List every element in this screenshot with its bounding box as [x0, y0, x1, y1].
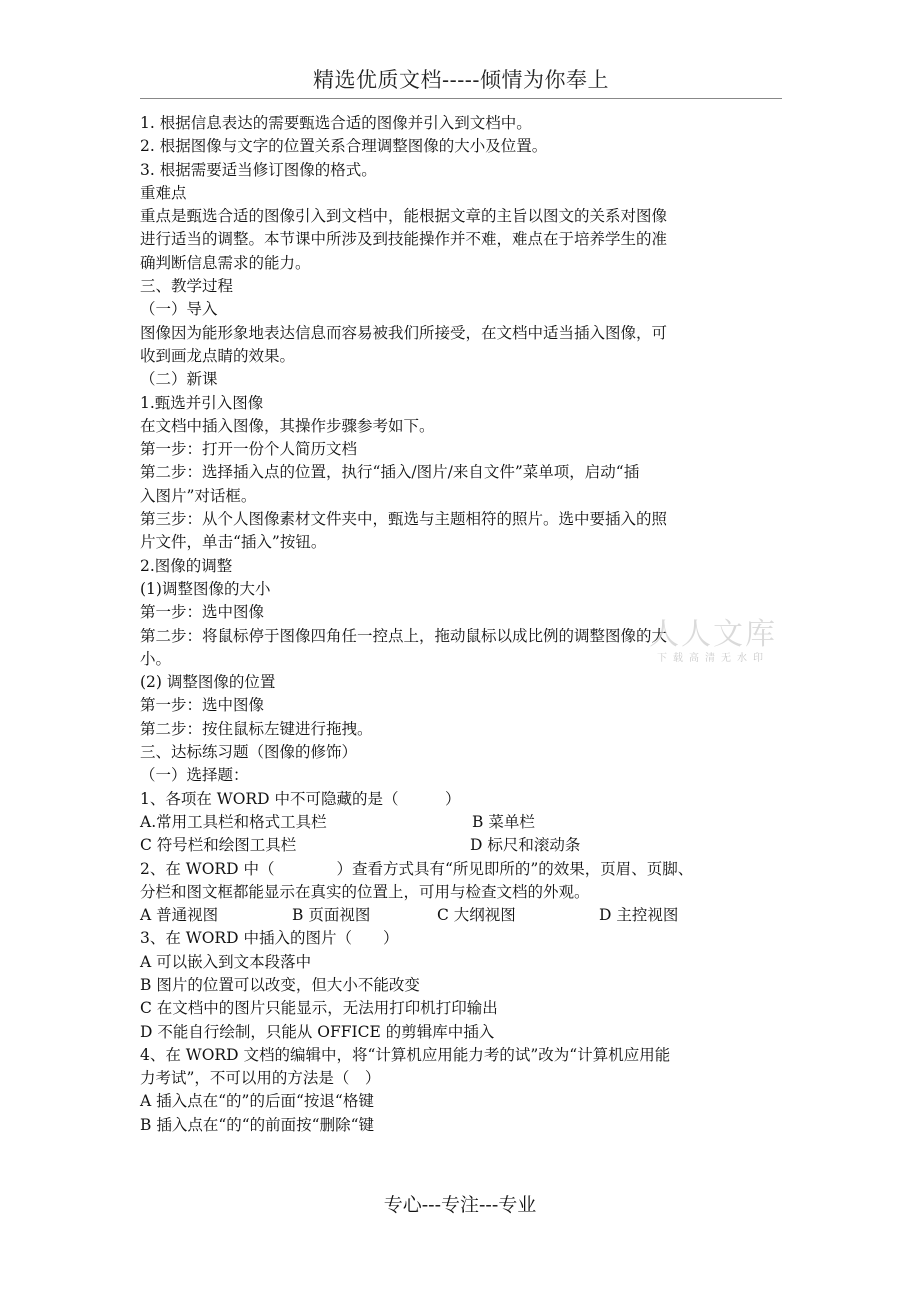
text-line: 第二步：按住鼠标左键进行拖拽。 [140, 719, 373, 738]
question-3-option-c: C 在文档中的图片只能显示，无法用打印机打印输出 [140, 999, 498, 1018]
section-heading: 三、教学过程 [140, 277, 234, 296]
text-line: 力考试”，不可以用的方法是（ ） [140, 1069, 381, 1088]
question-3-option-d: D 不能自行绘制，只能从 OFFICE 的剪辑库中插入 [140, 1022, 495, 1041]
section-heading: 重难点 [140, 183, 187, 202]
text-line: 入图片”对话框。 [140, 486, 257, 505]
text-line: 1. 根据信息表达的需要甄选合适的图像并引入到文档中。 [140, 114, 532, 132]
text-line: 重点是甄选合适的图像引入到文档中，能根据文章的主旨以图文的关系对图像 [140, 207, 668, 226]
text-line: 第二步：选择插入点的位置，执行“插入/图片/来自文件”菜单项，启动“插 [140, 463, 640, 482]
question-4-option-a: A 插入点在“的”的后面“按退“格键 [140, 1092, 374, 1111]
question-1-options-row-1 [140, 811, 790, 834]
page-header [140, 62, 782, 99]
question-1: 1、各项在 WORD 中不可隐藏的是（ ） [140, 789, 461, 808]
footer-text: 专心---专注---专业 [383, 1194, 537, 1216]
text-line: 2.图像的调整 [140, 556, 233, 575]
watermark-subtitle: 下载高清无水印 [657, 653, 769, 664]
text-line: 在文档中插入图像，其操作步骤参考如下。 [140, 416, 435, 435]
text-line: 收到画龙点睛的效果。 [140, 346, 296, 365]
section-heading: 三、达标练习题（图像的修饰） [140, 743, 358, 762]
text-line: 确判断信息需求的能力。 [140, 253, 311, 272]
text-line: 图像因为能形象地表达信息而容易被我们所接受，在文档中适当插入图像，可 [140, 323, 668, 342]
text-line: 进行适当的调整。本节课中所涉及到技能操作并不难，难点在于培养学生的准 [140, 230, 668, 249]
text-line: (1)调整图像的大小 [140, 579, 271, 598]
question-1-option-a: A.常用工具栏和格式工具栏 [140, 812, 327, 831]
text-line: 小。 [140, 649, 172, 668]
question-3-option-a: A 可以嵌入到文本段落中 [140, 952, 312, 971]
text-line: 第一步：选中图像 [140, 696, 265, 715]
text-line: 1.甄选并引入图像 [140, 393, 264, 412]
text-line: (2) 调整图像的位置 [140, 673, 276, 692]
text-line: 3. 根据需要适当修订图像的格式。 [140, 160, 377, 179]
question-4: 4、在 WORD 文档的编辑中，将“计算机应用能力考的试”改为“计算机应用能 [140, 1045, 671, 1064]
text-line: 2. 根据图像与文字的位置关系合理调整图像的大小及位置。 [140, 137, 548, 156]
document-body [140, 112, 790, 1137]
question-2: 2、在 WORD 中（ ）查看方式具有“所见即所的”的效果，页眉、页脚、 [140, 859, 694, 878]
question-2-option-b: B 页面视图 [292, 906, 371, 925]
text-line: 片文件，单击“插入”按钮。 [140, 533, 327, 552]
text-line: 第一步：选中图像 [140, 603, 265, 622]
question-3-option-b: B 图片的位置可以改变，但大小不能改变 [140, 975, 420, 994]
question-3: 3、在 WORD 中插入的图片（ ） [140, 929, 399, 948]
text-line: 第二步：将鼠标停于图像四角任一控点上，拖动鼠标以成比例的调整图像的大 [140, 626, 668, 645]
question-4-option-b: B 插入点在“的“的前面按“删除“键 [140, 1115, 375, 1134]
question-1-option-d: D 标尺和滚动条 [470, 836, 581, 855]
text-line: 第三步：从个人图像素材文件夹中，甄选与主题相符的照片。选中要插入的照 [140, 510, 668, 529]
question-1-options-row-2 [140, 834, 790, 857]
question-2-options-row [140, 904, 790, 927]
subsection-heading: （一）导入 [140, 300, 218, 319]
question-2-option-d: D 主控视图 [599, 906, 679, 925]
text-line: 第一步：打开一份个人简历文档 [140, 440, 358, 459]
page-footer [0, 1190, 920, 1217]
text-line: 分栏和图文框都能显示在真实的位置上，可用与检查文档的外观。 [140, 882, 590, 901]
watermark-title: 人人文库 [649, 617, 777, 652]
question-2-option-a: A 普通视图 [140, 906, 219, 925]
subsection-heading: （一）选择题： [140, 766, 249, 785]
question-1-option-b: B 菜单栏 [472, 812, 535, 831]
question-2-option-c: C 大纲视图 [437, 906, 516, 925]
subsection-heading: （二）新课 [140, 370, 218, 389]
header-title: 精选优质文档-----倾情为你奉上 [313, 68, 609, 92]
question-1-option-c: C 符号栏和绘图工具栏 [140, 836, 297, 855]
